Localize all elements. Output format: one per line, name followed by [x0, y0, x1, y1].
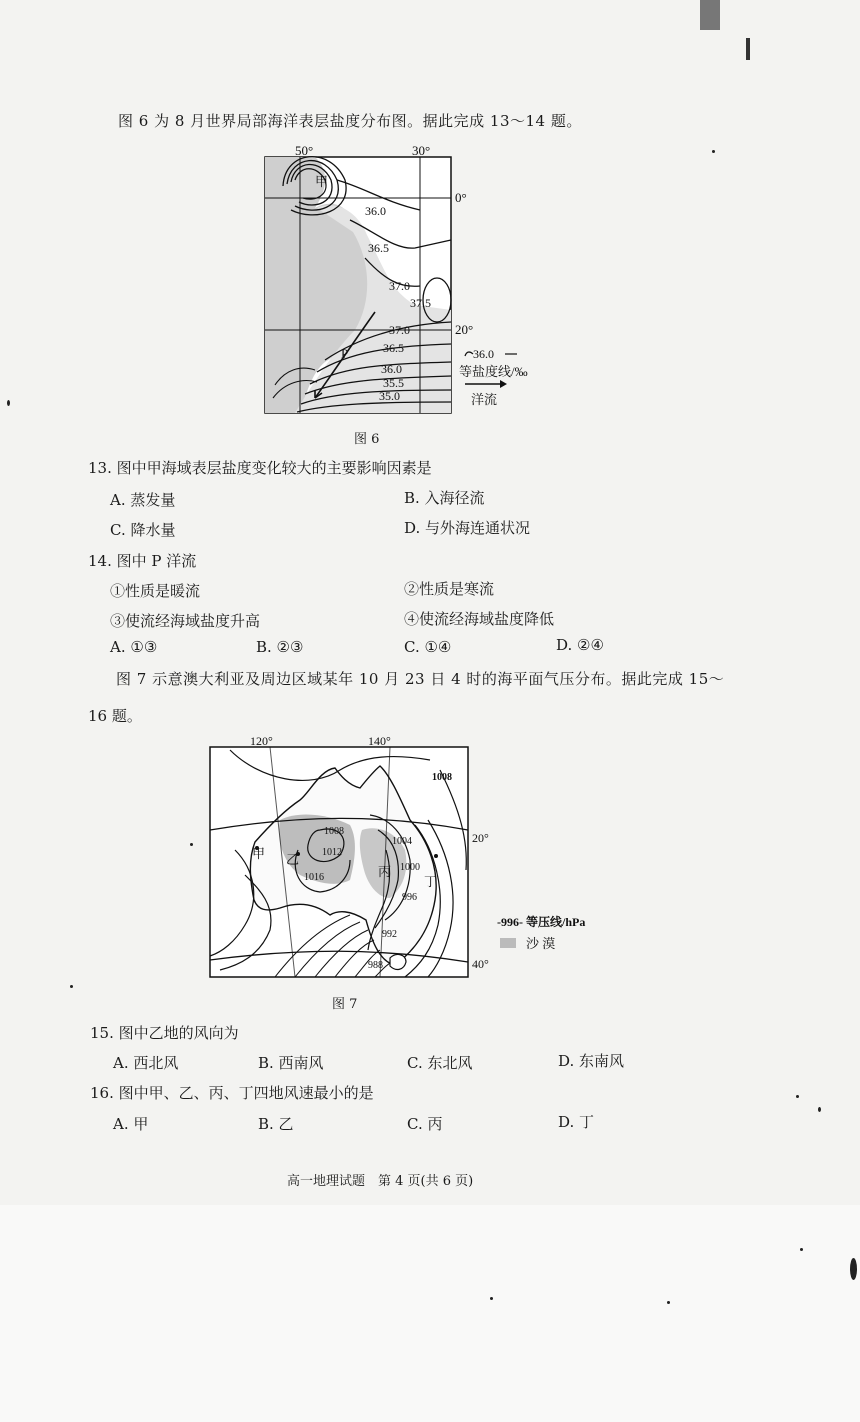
isobar-label: 992 — [382, 929, 397, 940]
fig6-caption: 图 6 — [354, 432, 380, 447]
scan-mark — [746, 38, 750, 60]
pressure-map — [200, 730, 600, 982]
isoline-label: 37.5 — [410, 296, 431, 310]
current-label-p: P — [341, 346, 349, 361]
legend-isoline-sample: 36.0 — [473, 347, 494, 361]
scan-mark — [700, 0, 720, 30]
salinity-map — [255, 140, 545, 415]
lon-label: 50° — [295, 143, 314, 158]
q16-option-c[interactable]: C. 丙 — [407, 1115, 443, 1133]
isoline-label: 36.5 — [383, 341, 404, 355]
lat-label: 20° — [472, 831, 489, 845]
isoline-label: 36.5 — [368, 241, 389, 255]
isobar-label: 988 — [368, 960, 383, 971]
q13-stem: 13. 图中甲海域表层盐度变化较大的主要影响因素是 — [88, 459, 432, 477]
isobar-label: 1000 — [400, 862, 420, 873]
isoline-label: 36.0 — [381, 362, 402, 376]
q14-option-c[interactable]: C. ①④ — [404, 638, 452, 656]
scan-spot — [667, 1301, 670, 1304]
lon-label: 30° — [412, 143, 431, 158]
isobar-label: 1008 — [432, 772, 452, 783]
q13-option-a[interactable]: A. 蒸发量 — [110, 491, 176, 509]
isobar-label: 1004 — [392, 836, 412, 847]
lat-label: 20° — [455, 322, 474, 337]
q14-option-b[interactable]: B. ②③ — [256, 638, 304, 656]
scan-spot — [796, 1095, 799, 1098]
isoline-label: 35.0 — [379, 389, 400, 403]
isobar-label: 996 — [402, 892, 417, 903]
isoline-label: 36.0 — [365, 204, 386, 218]
lon-label: 120° — [250, 734, 273, 748]
isobar-label: 1016 — [304, 872, 324, 883]
q14-stem: 14. 图中 P 洋流 — [88, 552, 197, 570]
place-label-ding: 丁 — [424, 874, 438, 889]
scan-fold — [0, 1205, 860, 1422]
scan-spot — [490, 1297, 493, 1300]
scan-spot — [712, 150, 715, 153]
intro-text-1: 图 6 为 8 月世界局部海洋表层盐度分布图。据此完成 13～14 题。 — [118, 112, 582, 130]
q16-option-a[interactable]: A. 甲 — [113, 1115, 149, 1133]
scan-spot — [850, 1258, 857, 1280]
q15-option-d[interactable]: D. 东南风 — [558, 1052, 625, 1070]
intro-text-2-line1: 图 7 示意澳大利亚及周边区域某年 10 月 23 日 4 时的海平面气压分布。据此完成 15～ — [116, 670, 725, 688]
q16-option-b[interactable]: B. 乙 — [258, 1115, 294, 1133]
intro-text-2-line2: 16 题。 — [88, 707, 142, 725]
place-label-yi: 乙 — [286, 852, 300, 867]
q14-statement-2: ②性质是寒流 — [404, 580, 495, 598]
isoline-label: 37.0 — [389, 279, 410, 293]
scan-spot — [800, 1248, 803, 1251]
q14-option-d[interactable]: D. ②④ — [556, 636, 604, 654]
lon-label: 140° — [368, 734, 391, 748]
legend-isoline-text: 等盐度线/‰ — [459, 364, 528, 379]
q13-option-b[interactable]: B. 入海径流 — [404, 489, 485, 507]
page-footer: 高一地理试题 第 4 页(共 6 页) — [287, 1174, 474, 1189]
legend-desert: 沙 漠 — [526, 936, 556, 951]
q14-statement-4: ④使流经海域盐度降低 — [404, 610, 555, 628]
lat-label: 0° — [455, 190, 467, 205]
scan-spot — [7, 400, 10, 406]
fig7-caption: 图 7 — [332, 997, 358, 1012]
q14-statement-3: ③使流经海域盐度升高 — [110, 612, 261, 630]
lat-label: 40° — [472, 957, 489, 971]
isobar-label: 1012 — [322, 847, 342, 858]
q16-stem: 16. 图中甲、乙、丙、丁四地风速最小的是 — [90, 1084, 374, 1102]
scan-spot — [818, 1107, 821, 1112]
place-label-jia: 甲 — [252, 846, 266, 861]
isobar-label: 1008 — [324, 826, 344, 837]
q13-option-c[interactable]: C. 降水量 — [110, 521, 176, 539]
isoline-label: 35.5 — [383, 376, 404, 390]
q13-option-d[interactable]: D. 与外海连通状况 — [404, 519, 531, 537]
isoline-label: 37.0 — [389, 323, 410, 337]
legend-current-text: 洋流 — [471, 392, 498, 407]
q15-stem: 15. 图中乙地的风向为 — [90, 1024, 239, 1042]
legend-isobar: -996- 等压线/hPa — [497, 915, 586, 929]
scan-spot — [70, 985, 73, 988]
sea-label-jia: 甲 — [315, 174, 329, 189]
q14-option-a[interactable]: A. ①③ — [110, 638, 158, 656]
scan-spot — [190, 843, 193, 846]
q15-option-c[interactable]: C. 东北风 — [407, 1054, 473, 1072]
q15-option-b[interactable]: B. 西南风 — [258, 1054, 324, 1072]
q14-statement-1: ①性质是暖流 — [110, 582, 201, 600]
q15-option-a[interactable]: A. 西北风 — [113, 1054, 179, 1072]
q16-option-d[interactable]: D. 丁 — [558, 1113, 595, 1131]
place-label-bing: 丙 — [378, 864, 392, 879]
